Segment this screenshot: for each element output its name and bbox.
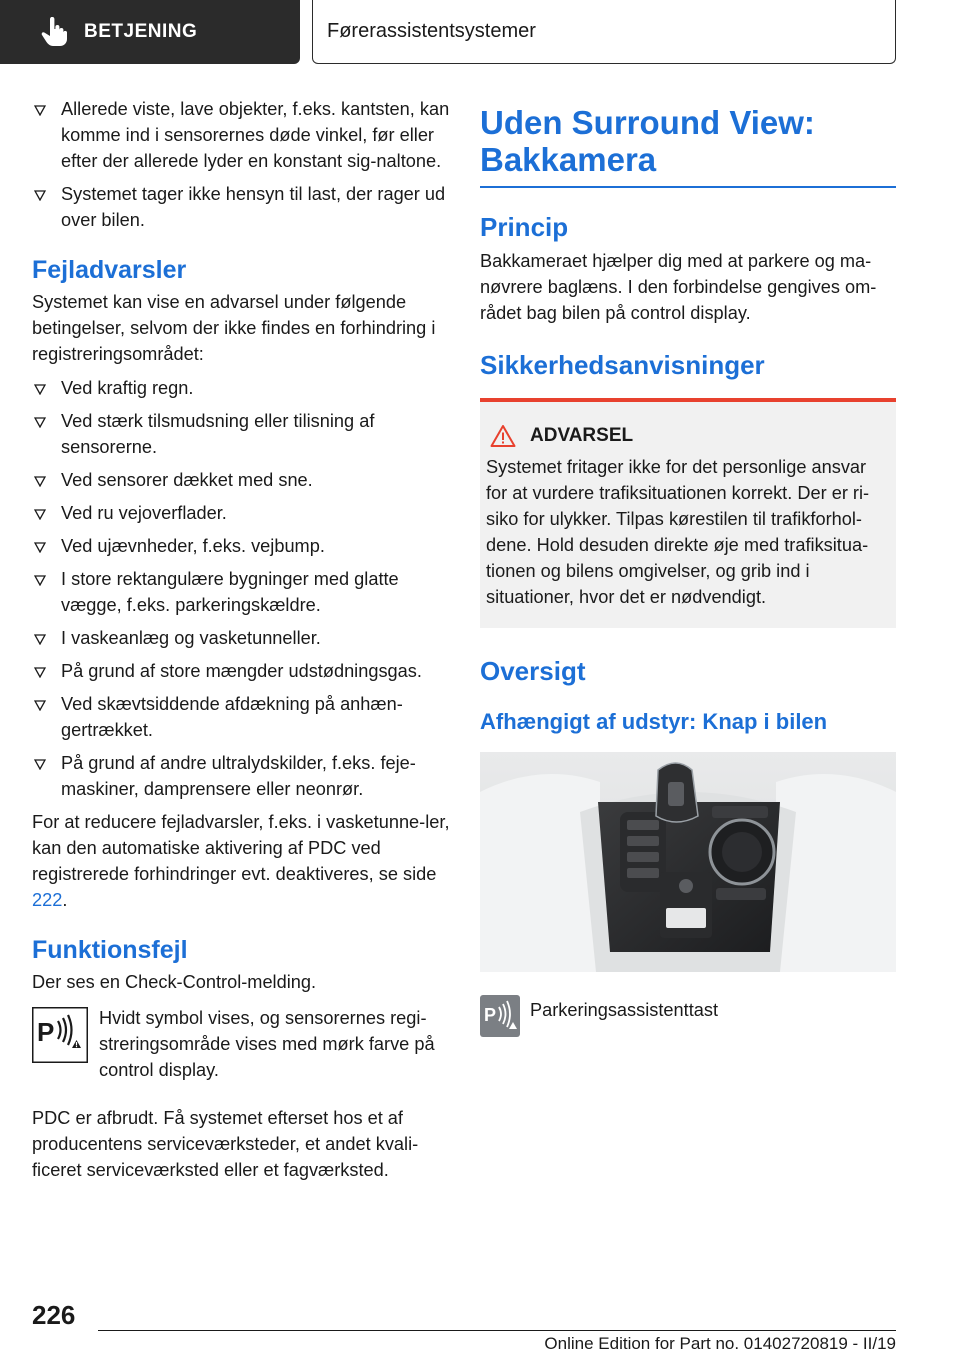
footer-edition: Online Edition for Part no. 01402720819 - II/19: [544, 1334, 896, 1353]
list-item: Ved kraftig regn.: [32, 375, 450, 401]
list-item: På grund af store mængder udstødningsgas.: [32, 658, 450, 684]
sikkerhed-heading: Sikkerhedsanvisninger: [480, 350, 765, 380]
triangle-bullet-icon: [34, 700, 46, 711]
main-title: Uden Surround View: Bakkamera: [480, 104, 815, 178]
list-item: Ved stærk tilsmudsning eller tilisning af sensorerne.: [32, 408, 450, 460]
triangle-bullet-icon: [34, 476, 46, 487]
chapter-tab[interactable]: [0, 0, 300, 64]
symbol-description: Hvidt symbol vises, og sensorernes regi‐streringsområde vises med mørk farve på control display.: [99, 1008, 435, 1080]
triangle-bullet-icon: [34, 105, 46, 116]
warning-title: ADVARSEL: [530, 425, 634, 446]
caption-row: [480, 995, 896, 1037]
section-title: Førerassistentsystemer: [327, 20, 536, 42]
title-divider: [480, 186, 896, 188]
list-item: Ved sensorer dækket med sne.: [32, 467, 450, 493]
hand-pointer-icon: [40, 17, 68, 47]
fejladvarsler-intro: Systemet kan vise en advarsel under følgende betingelser, selvom der ikke findes en forhindring i registreringsområdet:: [32, 292, 436, 364]
page-number: 226: [32, 1300, 76, 1330]
funktionsfejl-heading: Funktionsfejl: [32, 936, 188, 964]
svg-text:P: P: [484, 1005, 497, 1025]
warning-title-row: [486, 424, 888, 448]
triangle-bullet-icon: [34, 509, 46, 520]
caption-text: Parkeringsassistenttast: [530, 1000, 719, 1020]
triangle-bullet-icon: [34, 634, 46, 645]
list-item: Allerede viste, lave objekter, f.eks. kantsten, kan komme ind i sensorernes døde vinkel, før eller efter der allerede lyder en konstant sig‐naltone.: [32, 96, 450, 174]
bullet-list-fejl: [32, 375, 450, 802]
warning-triangle-icon: [490, 424, 516, 448]
bullet-list-top: [32, 96, 450, 233]
svg-text:P: P: [37, 1017, 55, 1047]
pdc-paragraph: PDC er afbrudt. Få systemet efterset hos et af producentens serviceværksteder, et andet kvali‐ficeret serviceværksted eller et fagværksted.: [32, 1108, 419, 1180]
pdc-symbol-row: [32, 1005, 450, 1083]
list-item: Systemet tager ikke hensyn til last, der rager ud over bilen.: [32, 181, 450, 233]
oversigt-heading: Oversigt: [480, 656, 586, 686]
chapter-label: BETJENING: [84, 21, 198, 42]
right-column: [480, 104, 896, 1037]
center-console-photo: [480, 752, 896, 972]
triangle-bullet-icon: [34, 417, 46, 428]
parking-assistant-button-icon: [480, 995, 520, 1037]
udstyr-heading: Afhængigt af udstyr: Knap i bilen: [480, 709, 828, 734]
footer-divider: [98, 1330, 896, 1331]
list-item: På grund af andre ultralydskilder, f.eks. feje‐maskiner, damprensere eller neonrør.: [32, 750, 450, 802]
section-header: [312, 0, 896, 64]
list-item: I store rektangulære bygninger med glatte vægge, f.eks. parkeringskældre.: [32, 566, 450, 618]
list-item: Ved ru vejoverflader.: [32, 500, 450, 526]
list-item: Ved skævtsiddende afdækning på anhæn‐gertrækket.: [32, 691, 450, 743]
list-item: I vaskeanlæg og vasketunneller.: [32, 625, 450, 651]
pdc-parking-sensor-icon: [32, 1007, 88, 1063]
triangle-bullet-icon: [34, 542, 46, 553]
warning-text: Systemet fritager ikke for det personlige ansvar for at vurdere trafiksituationen korrekt. Der er ri‐siko for ulykker. Tilpas kørestilen til trafikforhol‐dene. Hold desuden direkte øje med trafiksitua‐tionen og bilens omgivelser, og grib ind i situationer, hvor det er nødvendigt.: [486, 457, 870, 607]
fejladvarsler-heading: Fejladvarsler: [32, 256, 187, 284]
page-link[interactable]: 222: [32, 890, 63, 910]
princip-paragraph: Bakkameraet hjælper dig med at parkere og ma‐nøvrere baglæns. I den forbindelse gengives om‐rådet bag bilen på control display.: [480, 251, 877, 323]
reduce-paragraph: For at reducere fejladvarsler, f.eks. i vasketunne‐ler, kan den automatiske aktivering af PDC ved registrerede forhindringer evt. deaktiveres, se side 222.: [32, 812, 450, 910]
funktionsfejl-intro: Der ses en Check-Control-melding.: [32, 972, 317, 992]
triangle-bullet-icon: [34, 575, 46, 586]
princip-heading: Princip: [480, 212, 569, 242]
triangle-bullet-icon: [34, 190, 46, 201]
triangle-bullet-icon: [34, 667, 46, 678]
warning-box: [480, 398, 896, 628]
list-item: Ved ujævnheder, f.eks. vejbump.: [32, 533, 450, 559]
triangle-bullet-icon: [34, 759, 46, 770]
left-column: [32, 96, 450, 1183]
triangle-bullet-icon: [34, 384, 46, 395]
